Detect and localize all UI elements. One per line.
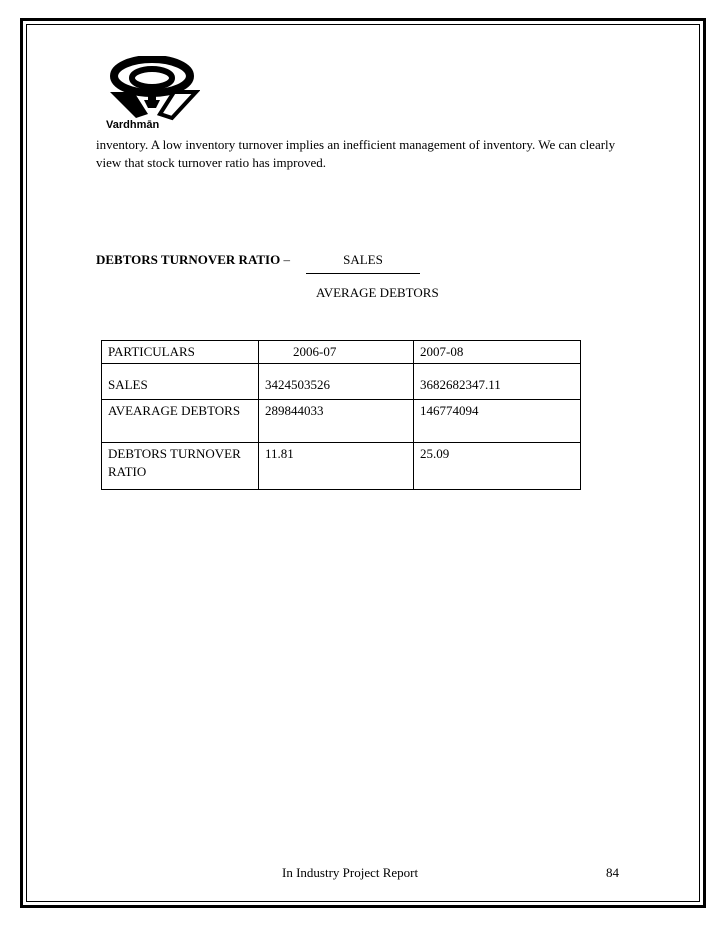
formula-denominator: AVERAGE DEBTORS bbox=[316, 285, 439, 300]
footer-title: In Industry Project Report bbox=[282, 865, 419, 880]
table-cell: 11.81 bbox=[259, 443, 414, 490]
vardhman-logo-icon bbox=[104, 56, 200, 132]
table-cell: DEBTORS TURNOVER RATIO bbox=[102, 443, 259, 490]
table-header-row bbox=[102, 341, 581, 364]
table-row bbox=[102, 400, 581, 443]
table-cell: 25.09 bbox=[414, 443, 581, 490]
formula-label bbox=[96, 252, 290, 268]
svg-text:Vardhmān: Vardhmān bbox=[106, 119, 160, 131]
formula-title: DEBTORS TURNOVER RATIO bbox=[96, 252, 281, 267]
table-cell: 289844033 bbox=[259, 400, 414, 443]
table-cell: 3682682347.11 bbox=[414, 364, 581, 400]
table-cell: 146774094 bbox=[414, 400, 581, 443]
vardhman-logo bbox=[104, 56, 200, 132]
table-cell: SALES bbox=[102, 364, 259, 400]
table-cell: AVEARAGE DEBTORS bbox=[102, 400, 259, 443]
table-header-cell: PARTICULARS bbox=[102, 341, 259, 364]
table-header-cell: 2007-08 bbox=[414, 341, 581, 364]
table-header-cell bbox=[259, 341, 414, 364]
table-row bbox=[102, 443, 581, 490]
formula-numerator: SALES bbox=[306, 252, 420, 274]
body-paragraph: inventory. A low inventory turnover implies an inefficient management of inventory. We can clearly view that stock turnover ratio has improved. bbox=[96, 137, 616, 170]
table-cell: 3424503526 bbox=[259, 364, 414, 400]
debtors-turnover-table bbox=[101, 340, 581, 490]
formula-dash: – bbox=[280, 252, 290, 267]
header-2006-07: 2006-07 bbox=[293, 344, 337, 359]
page-number: 84 bbox=[606, 865, 619, 880]
table-row bbox=[102, 364, 581, 400]
